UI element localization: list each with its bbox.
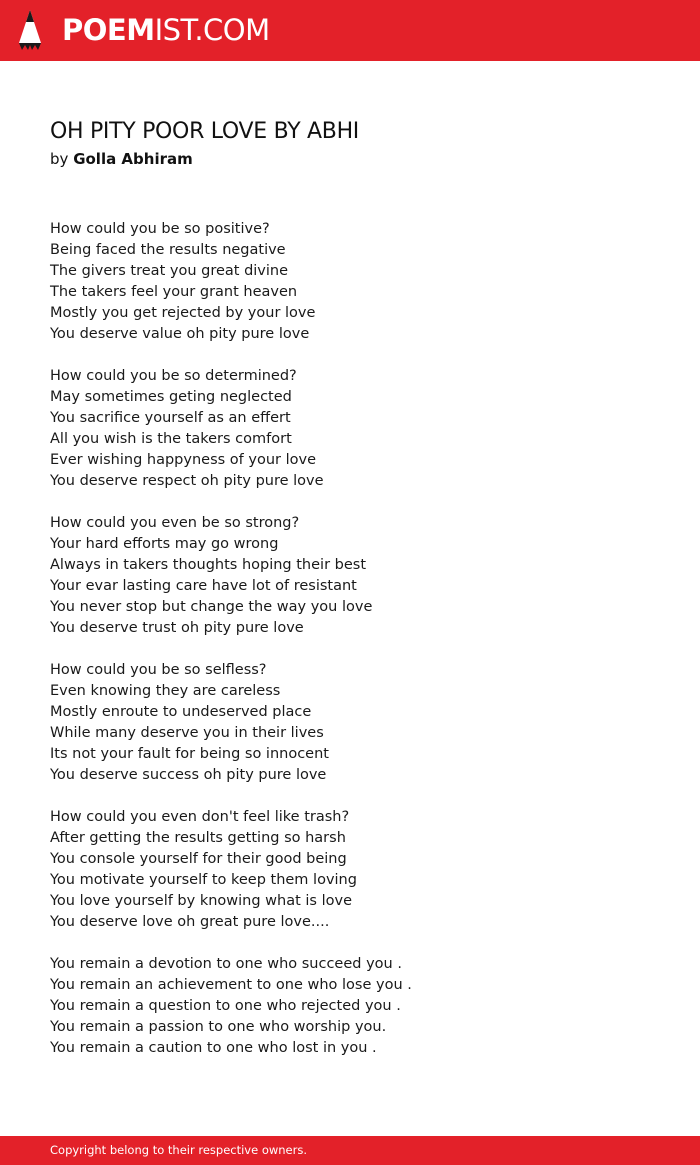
site-logo[interactable] [62, 12, 270, 48]
poem-line: How could you even be so strong? [50, 515, 300, 531]
poem-line: You remain a caution to one who lost in you . [50, 1040, 377, 1056]
poem-line: Always in takers thoughts hoping their best [50, 557, 366, 573]
logo-bold-text: POEM [62, 13, 155, 47]
poem-line: The givers treat you great divine [50, 263, 289, 279]
poem-line: Mostly enroute to undeserved place [50, 704, 312, 720]
poem-line: You deserve success oh pity pure love [50, 767, 327, 783]
poem-line: Mostly you get rejected by your love [50, 305, 316, 321]
poem-stanza [50, 366, 670, 492]
poem-line: You remain an achievement to one who lose you . [50, 977, 412, 993]
poem-line: Ever wishing happyness of your love [50, 452, 316, 468]
poem-line: You sacrifice yourself as an effert [50, 410, 291, 426]
poem-line: Your evar lasting care have lot of resistant [50, 578, 357, 594]
copyright-text: Copyright belong to their respective owners. [50, 1143, 308, 1157]
poem-line: Your hard efforts may go wrong [50, 536, 279, 552]
poem-body [50, 219, 670, 1080]
poem-line: After getting the results getting so harsh [50, 830, 346, 846]
poem-line: While many deserve you in their lives [50, 725, 324, 741]
poem-line: Its not your fault for being so innocent [50, 746, 329, 762]
poem-line: The takers feel your grant heaven [50, 284, 298, 300]
poem-line: You deserve trust oh pity pure love [50, 620, 304, 636]
poem-stanza [50, 219, 670, 345]
poem-stanza [50, 807, 670, 933]
author-name: Golla Abhiram [73, 150, 193, 168]
site-header [0, 0, 700, 61]
poem-line: All you wish is the takers comfort [50, 431, 292, 447]
poem-line: You remain a devotion to one who succeed you . [50, 956, 402, 972]
poem-line: You love yourself by knowing what is love [50, 893, 353, 909]
poem-line: How could you even don't feel like trash? [50, 809, 350, 825]
site-footer [0, 1136, 700, 1165]
poem-line: Being faced the results negative [50, 242, 286, 258]
poem-line: May sometimes geting neglected [50, 389, 292, 405]
poem-line: You remain a question to one who rejected you . [50, 998, 401, 1014]
poem-line: You never stop but change the way you love [50, 599, 373, 615]
poem-title: OH PITY POOR LOVE BY ABHI [50, 119, 359, 144]
poem-stanza [50, 660, 670, 786]
by-label: by [50, 150, 69, 168]
poem-line: How could you be so determined? [50, 368, 297, 384]
poem-line: You console yourself for their good being [50, 851, 347, 867]
pencil-tip-icon[interactable] [18, 9, 42, 51]
byline [50, 149, 193, 169]
poem-stanza [50, 513, 670, 639]
poem-line: You deserve respect oh pity pure love [50, 473, 324, 489]
poem-line: How could you be so selfless? [50, 662, 267, 678]
poem-line: You motivate yourself to keep them loving [50, 872, 357, 888]
poem-line: You deserve value oh pity pure love [50, 326, 310, 342]
poem-line: You remain a passion to one who worship you. [50, 1019, 387, 1035]
poem-line: You deserve love oh great pure love.... [50, 914, 330, 930]
poem-line: How could you be so positive? [50, 221, 270, 237]
poem-stanza [50, 954, 670, 1059]
poem-line: Even knowing they are careless [50, 683, 281, 699]
logo-light-text: IST.COM [154, 13, 270, 47]
